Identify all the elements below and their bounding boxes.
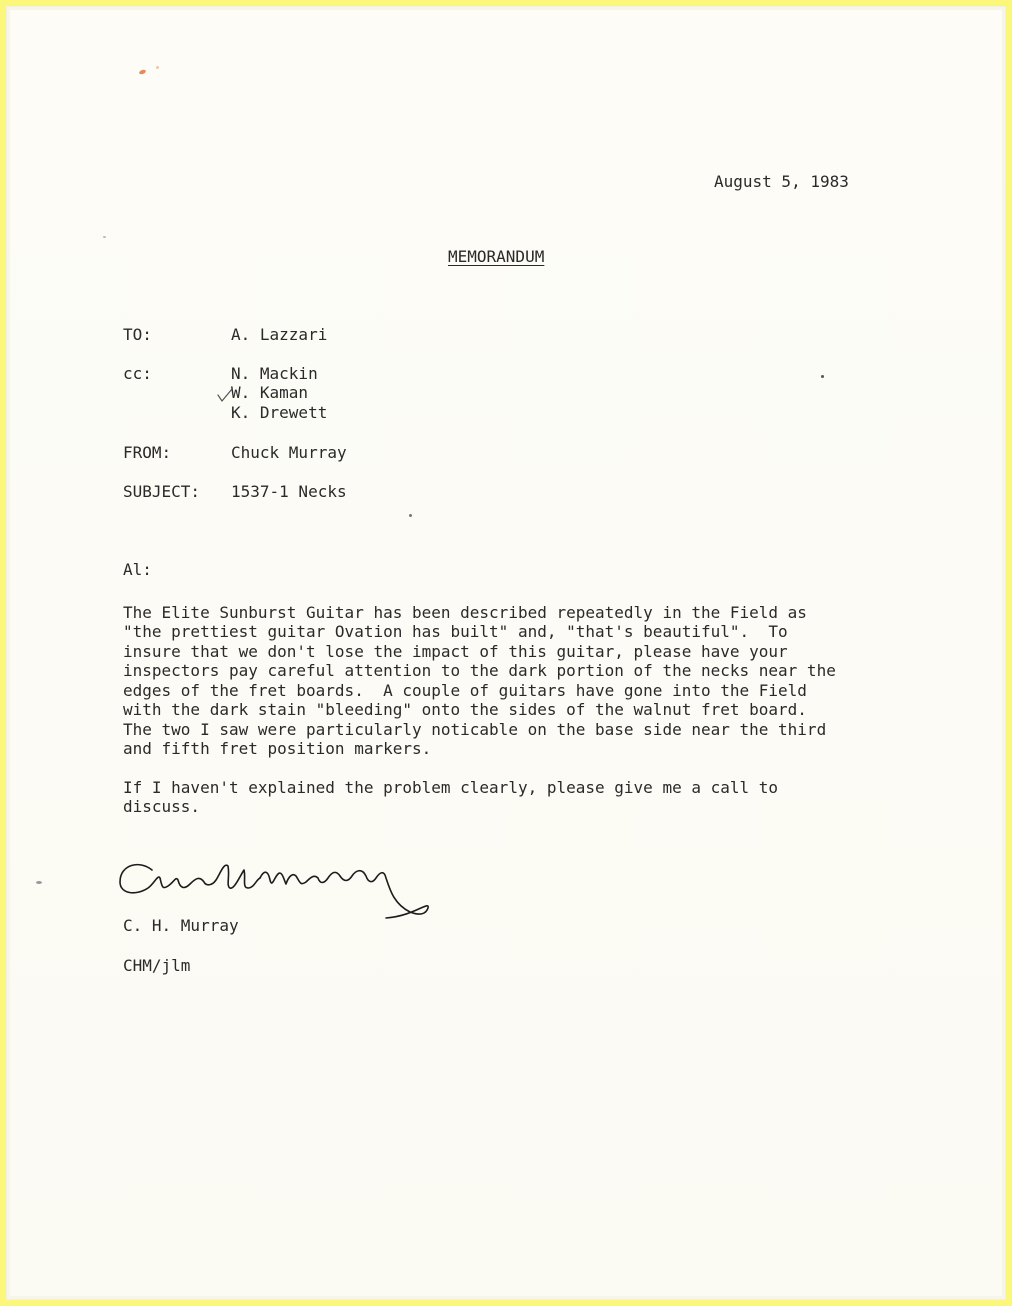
from-label: FROM:	[123, 443, 172, 462]
subject-label: SUBJECT:	[123, 482, 201, 501]
paragraph-line: The Elite Sunburst Guitar has been described repeatedly in the Field as	[123, 603, 807, 622]
paragraph-line: and fifth fret position markers.	[123, 739, 432, 758]
typist-initials: CHM/jlm	[123, 956, 191, 975]
paper-speck	[139, 69, 147, 75]
paragraph-line: If I haven't explained the problem clearly, please give me a call to	[123, 778, 779, 797]
paragraph-line: with the dark stain "bleeding" onto the sides of the walnut fret board.	[123, 700, 807, 719]
cc-recipient: W. Kaman	[231, 383, 309, 402]
cc-recipient: K. Drewett	[231, 403, 328, 422]
paper-speck	[36, 881, 42, 884]
to-label: TO:	[123, 325, 152, 344]
memo-title: MEMORANDUM	[448, 247, 545, 266]
paper-speck	[103, 236, 106, 238]
from-value: Chuck Murray	[231, 443, 347, 462]
paper-speck	[156, 66, 159, 69]
cc-recipient: N. Mackin	[231, 364, 318, 383]
signer-name: C. H. Murray	[123, 916, 239, 935]
to-value: A. Lazzari	[231, 325, 328, 344]
paragraph-line: The two I saw were particularly noticable on the base side near the third	[123, 720, 827, 739]
salutation: Al:	[123, 560, 152, 579]
paper-speck	[821, 375, 824, 378]
paragraph-line: edges of the fret boards. A couple of guitars have gone into the Field	[123, 681, 807, 700]
memo-date: August 5, 1983	[714, 172, 849, 191]
paragraph-line: inspectors pay careful attention to the dark portion of the necks near the	[123, 661, 836, 680]
cc-label: cc:	[123, 364, 152, 383]
paper-speck	[409, 514, 412, 517]
subject-value: 1537-1 Necks	[231, 482, 347, 501]
paragraph-line: "the prettiest guitar Ovation has built" and, "that's beautiful". To	[123, 622, 788, 641]
paragraph-line: insure that we don't lose the impact of this guitar, please have your	[123, 642, 788, 661]
paragraph-line: discuss.	[123, 797, 201, 816]
checkmark-icon	[217, 388, 233, 404]
